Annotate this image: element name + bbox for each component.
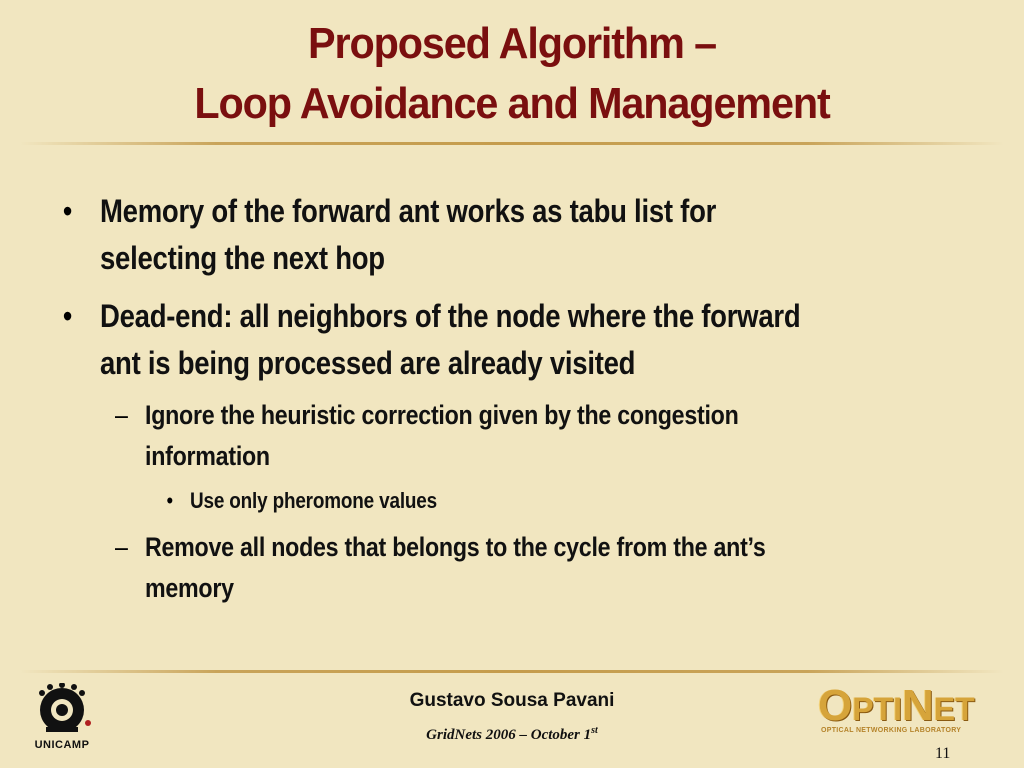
sub-sub-item-1	[190, 486, 437, 516]
bullet-marker: •	[166, 488, 173, 513]
dash-marker: –	[115, 532, 128, 562]
bullet-item-2-line-2: ant is being processed are already visited	[100, 345, 636, 381]
sub-item-1-line-1: Ignore the heuristic correction given by the congestion	[145, 400, 739, 430]
footer-event-text: GridNets 2006 – October 1	[426, 727, 592, 743]
bullet-item-1-line-2: selecting the next hop	[100, 240, 385, 276]
bullet-item-2	[100, 293, 800, 387]
optinet-logo-wordmark: OPTINET	[818, 681, 975, 730]
optinet-logo-subtitle: OPTICAL NETWORKING LABORATORY	[821, 727, 962, 734]
sub-sub-item-1-line-1: Use only pheromone values	[190, 488, 437, 513]
bullet-marker: •	[62, 298, 73, 334]
sub-item-2	[145, 527, 766, 609]
dash-marker: –	[115, 400, 128, 430]
bottom-divider	[20, 670, 1004, 673]
bullet-marker: •	[62, 193, 73, 229]
sub-item-2-line-1: Remove all nodes that belongs to the cycle from the ant’s	[145, 532, 766, 562]
bullet-item-1	[100, 188, 716, 282]
unicamp-logo-text: UNICAMP	[34, 739, 90, 751]
sub-item-1	[145, 395, 739, 477]
page-number: 11	[935, 745, 951, 762]
slide-title-line-2: Loop Avoidance and Management	[194, 79, 830, 128]
slide-title-line-1: Proposed Algorithm –	[308, 19, 716, 68]
bullet-item-1-line-1: Memory of the forward ant works as tabu list for	[100, 193, 717, 229]
footer-event-superscript: st	[591, 725, 598, 736]
optinet-logo	[818, 681, 990, 738]
sub-item-1-line-2: information	[145, 441, 270, 471]
footer-author: Gustavo Sousa Pavani	[409, 690, 615, 711]
sub-item-2-line-2: memory	[145, 573, 234, 603]
bullet-item-2-line-1: Dead-end: all neighbors of the node where the forward	[100, 298, 801, 334]
